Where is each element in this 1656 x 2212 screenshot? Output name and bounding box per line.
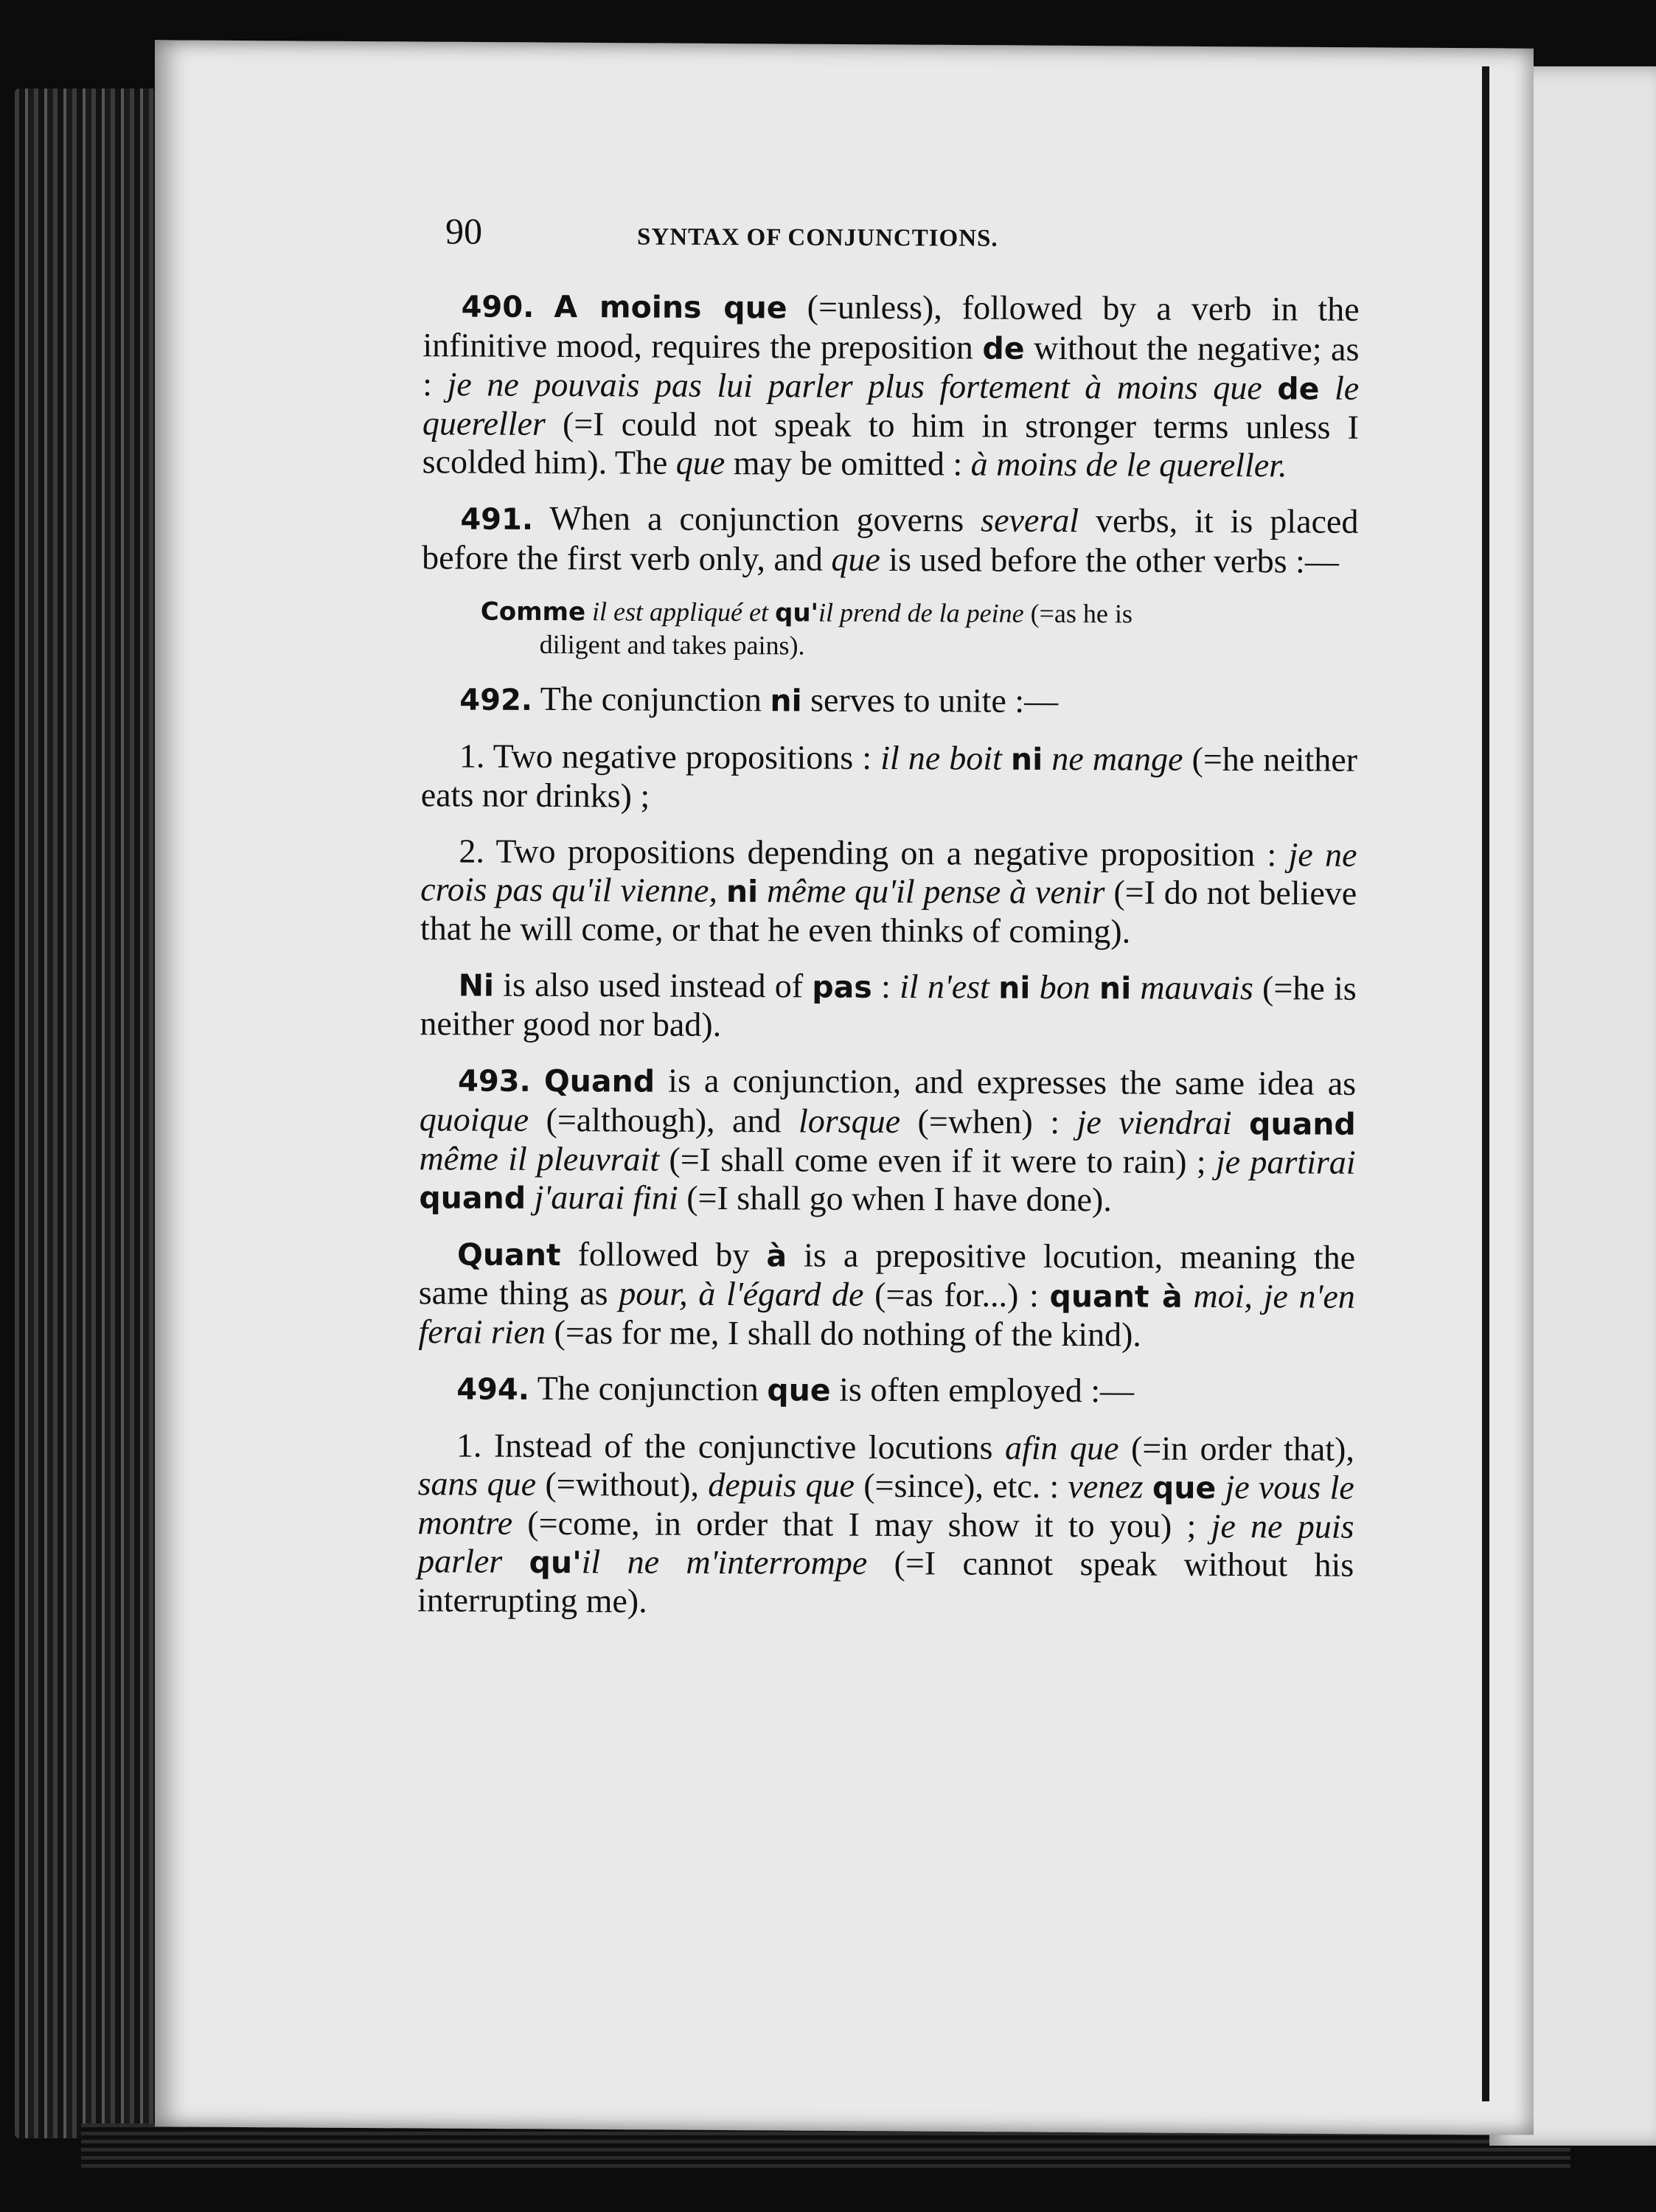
example: sans que [417, 1464, 537, 1503]
example: le quereller [422, 369, 1360, 442]
example: je viendrai [1076, 1103, 1232, 1142]
paragraph-494 [418, 1368, 1354, 1413]
example: moi, je n'en ferai rien [418, 1276, 1355, 1351]
example: que [675, 443, 726, 482]
example: il ne m'interrompe [581, 1543, 868, 1582]
paragraph-491 [422, 498, 1358, 581]
text: 1. Two negative propositions : [459, 737, 881, 776]
text: is also used instead of [493, 965, 813, 1005]
example-quote-491 [481, 595, 1358, 664]
text: (=unless), followed by a verb in the infinitive mood, requires the preposition [422, 288, 1360, 366]
example: je ne puis parler [417, 1506, 1354, 1580]
text: (=I could not speak to him in stronger terms unless I scolded him). The [422, 404, 1360, 481]
example: ne mange [1051, 739, 1183, 778]
bold-term: ni [1099, 970, 1132, 1006]
example: je ne pouvais pas lui parler plus fortement à moins que [447, 365, 1262, 407]
text: (=when) : [900, 1102, 1077, 1141]
bold-term: à [766, 1238, 787, 1274]
example: afin que [1004, 1428, 1119, 1467]
example: même il pleuvrait [419, 1139, 660, 1178]
text: When a conjunction governs [533, 498, 981, 539]
example: venez [1068, 1467, 1144, 1506]
text: (=I cannot speak without his interrupting me). [417, 1543, 1354, 1620]
text: (=come, in order that I may show it to you) ; [512, 1503, 1211, 1545]
bold-term: ni [998, 970, 1031, 1006]
text: (=without), [536, 1464, 709, 1503]
example: pour, à l'égard de [619, 1274, 864, 1313]
text: The conjunction [532, 679, 770, 719]
text: diligent and takes pains). [539, 629, 805, 661]
paragraph-492 [421, 679, 1357, 723]
item-494-1 [417, 1426, 1354, 1624]
bold-term: de [1277, 371, 1320, 407]
section-heading: A moins que [554, 289, 787, 326]
text: (=as for...) : [863, 1275, 1050, 1314]
bold-term: que [767, 1372, 831, 1408]
text: (=I shall go when I have done). [678, 1178, 1112, 1219]
bold-term: pas [812, 969, 872, 1005]
text: (=as for me, I shall do nothing of the kind). [545, 1312, 1141, 1354]
bold-term: de [982, 330, 1025, 366]
bold-term: Comme [480, 597, 586, 627]
bold-term: ni [1010, 741, 1043, 777]
text: is used before the other verbs :— [880, 540, 1340, 580]
bold-term: qu' [529, 1544, 582, 1581]
text: 2. Two propositions depending on a negative proposition : [459, 832, 1289, 874]
note-492-ni [420, 965, 1356, 1047]
example: il prend de la peine [818, 597, 1024, 628]
section-number: 491. [460, 502, 534, 537]
example: même qu'il pense à venir [766, 872, 1105, 911]
example: à moins de le quereller. [970, 445, 1287, 484]
section-number: 490. [461, 290, 535, 324]
text: 1. Instead of the conjunctive locutions [456, 1426, 1006, 1467]
text: The conjunction [529, 1368, 768, 1408]
example: mauvais [1140, 968, 1253, 1007]
example: il ne boit [880, 738, 1003, 777]
text: (=although), and [528, 1100, 799, 1140]
text: may be omitted : [725, 444, 971, 483]
text: (=since), etc. : [854, 1466, 1068, 1506]
bold-term: ni [726, 874, 759, 910]
example: several [981, 501, 1079, 540]
bold-term: quand [419, 1180, 526, 1216]
example: depuis que [708, 1465, 855, 1504]
text: serves to unite :— [801, 681, 1059, 720]
bold-term: quant à [1049, 1278, 1183, 1315]
page-text [417, 212, 1360, 1641]
bold-term: que [1152, 1470, 1217, 1506]
page-number: 90 [445, 210, 483, 252]
item-492-1 [421, 737, 1357, 818]
section-number: 492. [459, 683, 533, 717]
running-head: SYNTAX OF CONJUNCTIONS. [636, 223, 998, 252]
section-heading: Quand [543, 1062, 655, 1099]
text: (=as he is [1023, 598, 1133, 629]
text: (=he neither eats nor drinks) ; [420, 740, 1358, 815]
text: verbs, it is placed before the first verb only, and [422, 501, 1359, 578]
text: without the negative; as : [422, 328, 1360, 403]
item-492-2 [420, 832, 1357, 952]
bold-term: qu' [774, 598, 819, 628]
bold-term: Ni [458, 967, 495, 1004]
text: (=in order that), [1119, 1429, 1355, 1468]
text: is a prepositive locution, meaning the same thing as [418, 1236, 1356, 1312]
example: je partirai [1215, 1142, 1356, 1181]
text: is a conjunction, and expresses the same idea as [655, 1061, 1357, 1102]
text: (=I do not believe that he will come, or that he even thinks of coming). [420, 873, 1357, 950]
bold-term: Quant [456, 1237, 561, 1273]
example: que [831, 540, 880, 578]
page-header [423, 212, 1360, 260]
section-number: 493. [457, 1064, 531, 1099]
example: j'aurai fini [534, 1178, 678, 1217]
example: il n'est [899, 967, 989, 1006]
text: (=I shall come even if it were to rain) ; [659, 1140, 1217, 1180]
example: je ne crois pas qu'il vienne, [420, 835, 1357, 909]
paragraph-493 [419, 1060, 1356, 1221]
text: (=he is neither good nor bad). [420, 969, 1357, 1044]
example: quoique [419, 1100, 529, 1138]
page-gutter [1482, 66, 1489, 2101]
example: je vous le montre [417, 1467, 1354, 1542]
section-number: 494. [456, 1372, 530, 1407]
text: : [872, 967, 900, 1006]
note-493-quant [418, 1234, 1355, 1355]
example: il est appliqué et [585, 597, 776, 627]
example: lorsque [798, 1102, 901, 1141]
paragraph-490 [422, 286, 1360, 485]
bold-term: ni [770, 683, 802, 719]
text: is often employed :— [830, 1370, 1135, 1410]
text: followed by [560, 1235, 767, 1274]
bold-term: quand [1248, 1106, 1356, 1142]
example: bon [1039, 967, 1090, 1006]
